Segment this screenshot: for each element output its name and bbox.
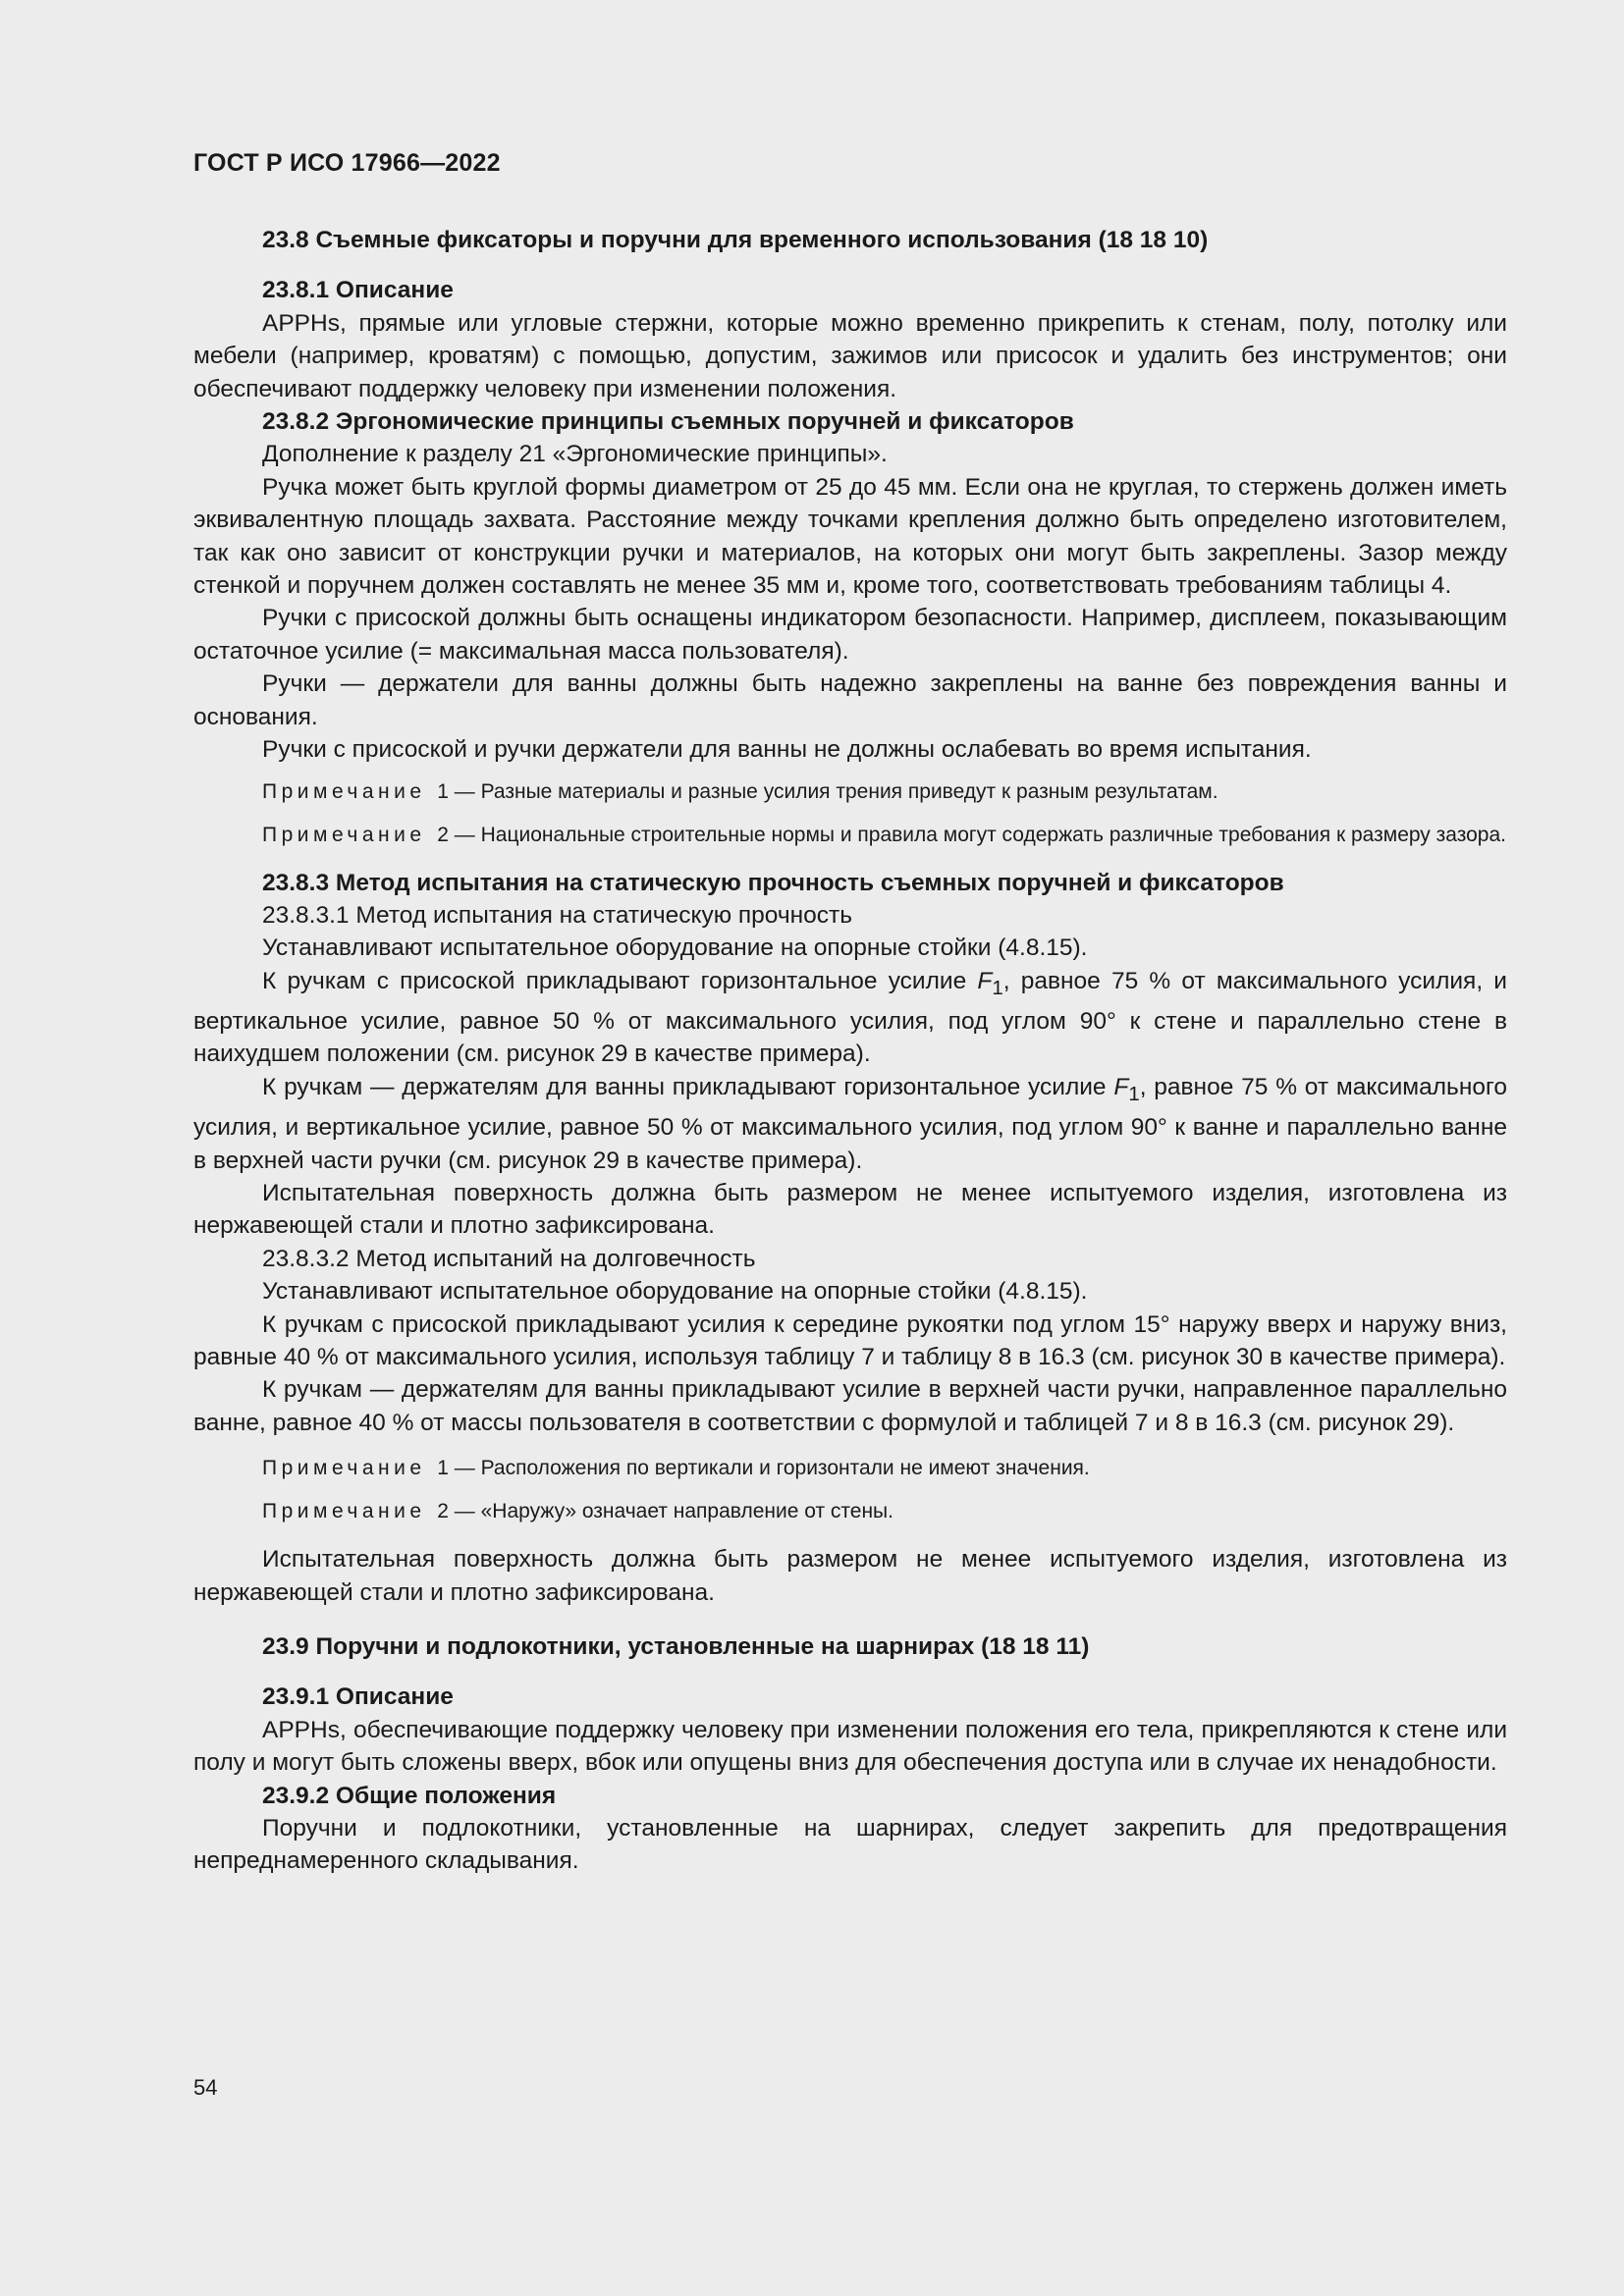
note (193, 1498, 1507, 1525)
note (193, 778, 1507, 806)
note-text: — Расположения по вертикали и горизонтали не имеют значения. (454, 1457, 1090, 1480)
note-text: — Национальные строительные нормы и правила могут содержать различные требования к размеру зазора. (454, 823, 1506, 846)
text-run: , равное 75 % от максимального усилия, и вертикальное усилие, равное 50 % от максимального усилия, под углом 90° к стене и параллельно стене в наихудшем положении (см. рисунок 29 в качестве примера). (193, 967, 1507, 1068)
document-body (193, 224, 1507, 1878)
note-label: Примечание (262, 1457, 426, 1480)
subsection-23-8-3-1-title: 23.8.3.1 Метод испытания на статическую прочность (262, 901, 853, 929)
section-23-9-2-title: 23.9.2 Общие положения (262, 1782, 557, 1809)
note-label: Примечание (262, 779, 426, 803)
section-23-8-3-title: 23.8.3 Метод испытания на статическую прочность съемных поручней и фиксаторов (262, 869, 1284, 896)
paragraph: Устанавливают испытательное оборудование на опорные стойки (4.8.15). (262, 934, 1088, 962)
paragraph: Ручка может быть круглой формы диаметром от 25 до 45 мм. Если она не круглая, то стержень должен иметь эквивалентную площадь захвата. Расстояние между точками крепления должно быть определено изготовителем, так как оно зависит от конструкции ручки и материалов, на которых они могут быть закреплены. Зазор между стенкой и поручнем должен составлять не менее 35 мм и, кроме того, соответствовать требованиям таблицы 4. (193, 473, 1507, 600)
section-23-8-2-title: 23.8.2 Эргономические принципы съемных поручней и фиксаторов (262, 408, 1074, 436)
force-subscript: 1 (992, 977, 1003, 999)
note-text: — Разные материалы и разные усилия трения приведут к разным результатам. (454, 779, 1218, 803)
force-subscript: 1 (1128, 1083, 1140, 1105)
section-23-8-1-title: 23.8.1 Описание (262, 277, 454, 304)
paragraph: Испытательная поверхность должна быть размером не менее испытуемого изделия, изготовлена из нержавеющей стали и плотно зафиксирована. (193, 1546, 1507, 1606)
note-number: 1 (437, 779, 449, 803)
paragraph: К ручкам — держателям для ванны прикладывают усилие в верхней части ручки, направленное параллельно ванне, равное 40 % от массы пользователя в соответствии с формулой и таблицей 7 и 8 в 16.3 (см. рисунок 29). (193, 1376, 1507, 1436)
paragraph: Ручки с присоской должны быть оснащены индикатором безопасности. Например, дисплеем, показывающим остаточное усилие (= максимальная масса пользователя). (193, 605, 1507, 665)
note (193, 1455, 1507, 1482)
paragraph: К ручкам с присоской прикладывают усилия к середине рукоятки под углом 15° наружу вверх и наружу вниз, равные 40 % от максимального усилия, используя таблицу 7 и таблицу 8 в 16.3 (см. рисунок 30 в качестве примера). (193, 1310, 1507, 1370)
text-run: К ручкам — держателям для ванны прикладывают горизонтальное усилие (262, 1073, 1114, 1100)
note (193, 822, 1507, 849)
page-number: 54 (193, 2075, 218, 2100)
note-label: Примечание (262, 823, 426, 846)
subsection-23-8-3-2-title: 23.8.3.2 Метод испытаний на долговечность (262, 1245, 756, 1272)
paragraph: Ручки с присоской и ручки держатели для ванны не должны ослабевать во время испытания. (262, 736, 1312, 764)
section-23-9-1-title: 23.9.1 Описание (262, 1683, 454, 1711)
note-number: 2 (437, 1500, 449, 1523)
note-number: 2 (437, 823, 449, 846)
paragraph: APPHs, прямые или угловые стержни, которые можно временно прикрепить к стенам, полу, потолку или мебели (например, кроватям) с помощью, допустим, зажимов или присосок и удалить без инструментов; они обеспечивают поддержку человеку при изменении положения. (193, 309, 1507, 402)
paragraph: Ручки — держатели для ванны должны быть надежно закреплены на ванне без повреждения ванны и основания. (193, 670, 1507, 730)
note-number: 1 (437, 1457, 449, 1480)
note-text: — «Наружу» означает направление от стены. (454, 1500, 893, 1523)
text-run: , равное 75 % от максимального усилия, и вертикальное усилие, равное 50 % от максимального усилия, под углом 90° к ванне и параллельно ванне в верхней части ручки (см. рисунок 29 в качестве примера). (193, 1073, 1507, 1174)
standard-header: ГОСТ Р ИСО 17966—2022 (193, 149, 501, 177)
text-run: К ручкам с присоской прикладывают горизонтальное усилие (262, 967, 978, 994)
section-23-8-title: 23.8 Съемные фиксаторы и поручни для временного использования (18 18 10) (262, 227, 1209, 253)
section-23-9-title: 23.9 Поручни и подлокотники, установленные на шарнирах (18 18 11) (262, 1633, 1090, 1660)
note-label: Примечание (262, 1500, 426, 1523)
force-symbol: F (977, 967, 993, 994)
paragraph: Испытательная поверхность должна быть размером не менее испытуемого изделия, изготовлена из нержавеющей стали и плотно зафиксирована. (193, 1179, 1507, 1240)
paragraph: APPHs, обеспечивающие поддержку человеку при изменении положения его тела, прикрепляются к стене или полу и могут быть сложены вверх, вбок или опущены вниз для обеспечения доступа или в случае их ненадобности. (193, 1716, 1507, 1777)
paragraph: Дополнение к разделу 21 «Эргономические принципы». (262, 441, 888, 468)
paragraph: Поручни и подлокотники, установленные на шарнирах, следует закрепить для предотвращения непреднамеренного складывания. (193, 1815, 1507, 1875)
force-symbol: F (1113, 1073, 1129, 1100)
paragraph (193, 965, 1507, 1071)
paragraph: Устанавливают испытательное оборудование на опорные стойки (4.8.15). (262, 1278, 1088, 1306)
paragraph (193, 1071, 1507, 1177)
